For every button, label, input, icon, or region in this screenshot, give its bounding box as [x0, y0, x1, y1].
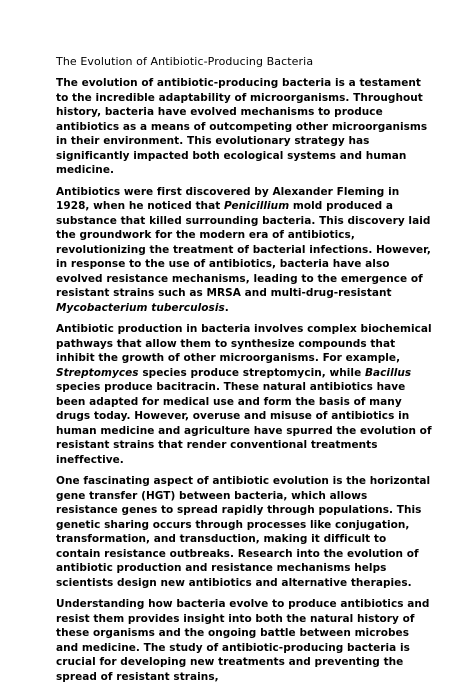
italic-term-bacillus: Bacillus [364, 366, 412, 379]
italic-term-streptomyces: Streptomyces [56, 366, 139, 379]
paragraph-text: The evolution of antibiotic-producing bacteria is a testament to the incredible adaptability of microorganisms. Throughout history, bacteria have evolved mechanisms to produce antibiotics as a means of outcompeting other microorganisms in their environment. This evolutionary strategy has significantly impacted both ecological systems and human medicine. [56, 77, 428, 176]
paragraph-2 [56, 185, 432, 316]
document-title: The Evolution of Antibiotic-Producing Bacteria [56, 55, 314, 68]
italic-term-mycobacterium: Mycobacterium tuberculosis [56, 301, 225, 314]
paragraph-4 [56, 474, 432, 590]
paragraph-text: Antibiotic production in bacteria involves complex biochemical pathways that allow them to synthesize compounds that inhibit the growth of other microorganisms. For example, [56, 323, 432, 364]
paragraph-text: species produce bacitracin. These natural antibiotics have been adapted for medical use and form the basis of many drugs today. However, overuse and misuse of antibiotics in human medicine and agriculture have spurred the evolution of resistant strains that render conventional treatments ineffective. [56, 381, 432, 466]
document-body [56, 76, 432, 684]
paragraph-text: . [224, 301, 229, 314]
paragraph-text: One fascinating aspect of antibiotic evolution is the horizontal gene transfer (HGT) between bacteria, which allows resistance genes to spread rapidly through populations. This genetic sharing occurs through processes like conjugation, transformation, and transduction, making it difficult to contain resistance outbreaks. Research into the evolution of antibiotic production and resistance mechanisms helps scientists design new antibiotics and alternative therapies. [56, 475, 431, 589]
paragraph-text: Understanding how bacteria evolve to produce antibiotics and resist them provides insight into both the natural history of these organisms and the ongoing battle between microbes and medicine. The study of antibiotic-producing bacteria is crucial for developing new treatments and preventing the spread of resistant strains, [56, 598, 430, 683]
paragraph-text: mold produced a substance that killed surrounding bacteria. This discovery laid the groundwork for the modern era of antibiotics, revolutionizing the treatment of bacterial infections. However, in response to the use of antibiotics, bacteria have also evolved resistance mechanisms, leading to the emergence of resistant strains such as MRSA and multi-drug-resistant [56, 200, 431, 299]
italic-term-penicillium: Penicillium [223, 200, 290, 212]
paragraph-3 [56, 322, 432, 467]
paragraph-text: Antibiotics were first discovered by Alexander Fleming in 1928, when he noticed that [56, 185, 400, 212]
paragraph-1 [56, 76, 432, 178]
paragraph-5 [56, 597, 432, 684]
paragraph-text: species produce streptomycin, while [138, 366, 365, 379]
